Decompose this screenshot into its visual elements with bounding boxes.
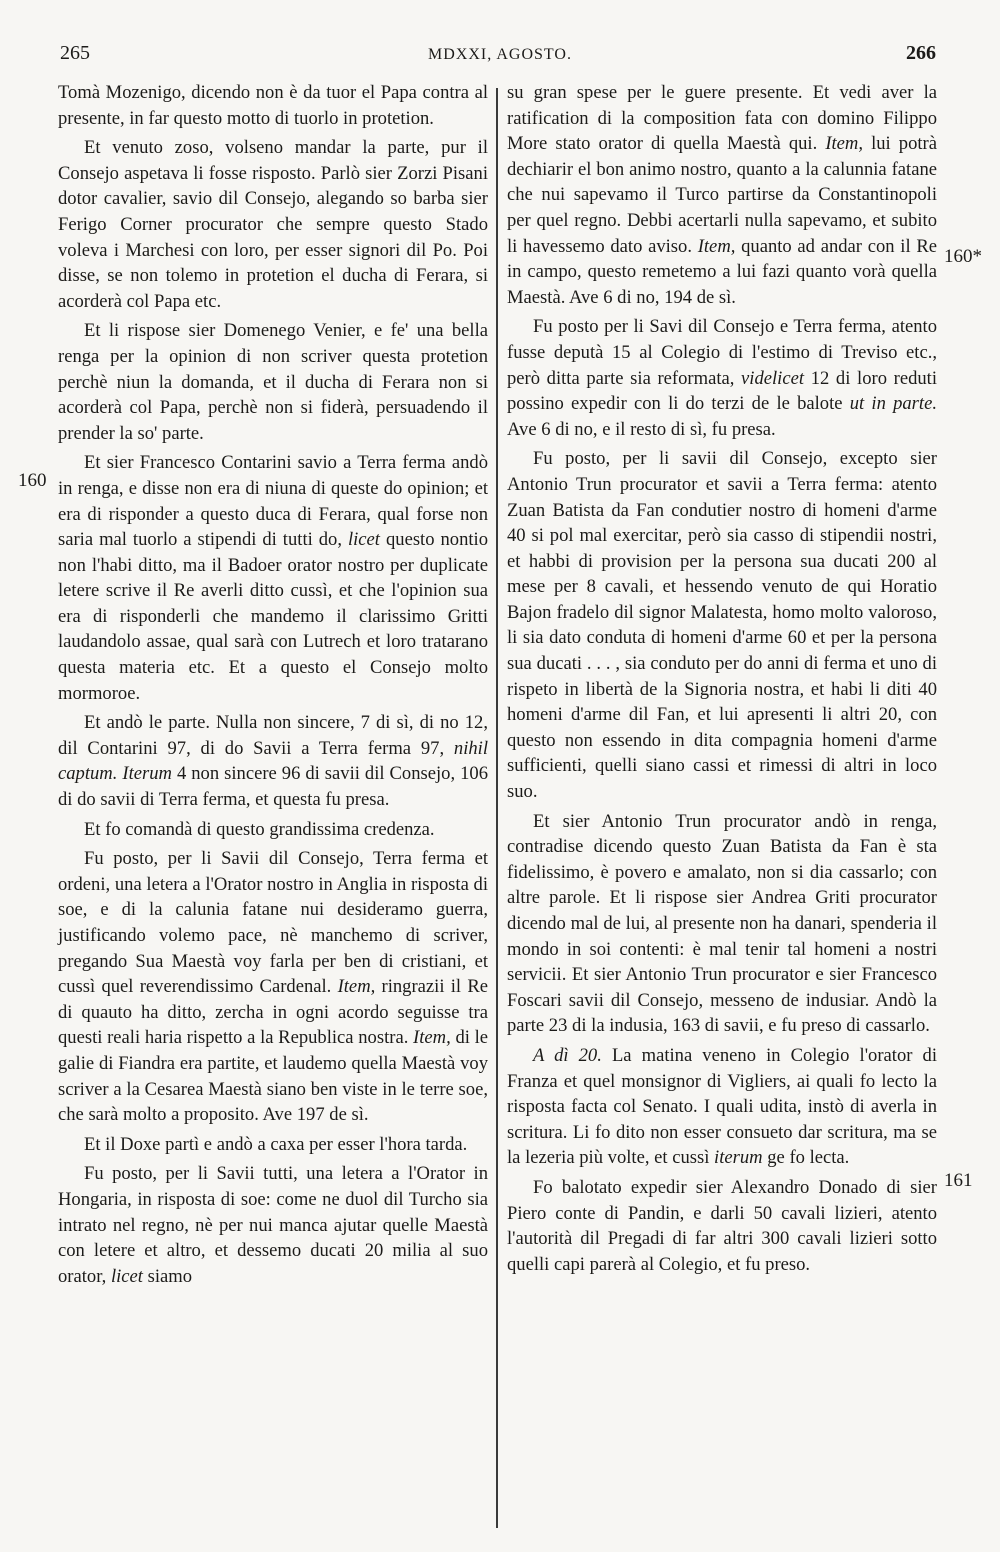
paragraph: Et fo comandà di questo grandissima credenza. — [84, 818, 435, 840]
margin-number-right: 160* — [944, 246, 982, 267]
running-title: MDXXI, AGOSTO. — [428, 46, 572, 63]
margin-number-left: 160 — [18, 470, 47, 491]
paragraph: Fu posto, per li savii dil Consejo, excepto sier Antonio Trun procurator et savii a Terra ferma: atento Zuan Batista da Fan condutier nostro di homeni d'arme 40 si pol mal exercitar, però sia casso di stipendii nostri, et habbi di provision per la persona sua ducati 200 al mese per 8 cavali, et hessendo venuto de qui Horatio Bajon fradelo dil signor Malatesta, homo molto valoroso, li sia dato conduta di homeni d'arme 60 et per la persona sua ducati . . . , sia conduto per do anni di ferma et uno di rispeto in libertà de la Signoria nostra, et habi li diti 40 homeni d'arme dil Fan, et lui apresenti li altri 20, con questo non essendo in dita compagnia homeni d'arme sufficienti, quelli siano cassi et rimessi di altri in loco suo. — [507, 448, 937, 803]
left-column — [58, 80, 488, 1293]
margin-number-right: 161 — [944, 1170, 973, 1191]
paragraph: Et andò le parte. Nulla non sincere, 7 di sì, di no 12, dil Contarini 97, di do Savii a Terra ferma 97, nihil captum. Iterum 4 non sincere 96 di savii dil Consejo, 106 di do savii di Terra ferma, et questa fu presa. — [58, 712, 488, 811]
paragraph: Fu posto, per li Savii dil Consejo, Terra ferma et ordeni, una letera a l'Orator nostro in Anglia in risposta di soe, e di la calunia fatane nui desideramo guerra, justificando volemo pace, nè manchemo di scriver, pregando Sua Maestà voy farla per ben di cristiani, et cussì quel reverendissimo Cardenal. Item, ringrazii il Re di quauto ha ditto, zercha in ogni acordo seguisse tra questi reali haria rispetto a la Republica nostra. Item, di le galie di Fiandra era partite, et laudemo quella Maestà voy scriver a la Cesarea Maestà siano ben viste in le terre soe, che sarà molto a proposito. Ave 197 de sì. — [58, 848, 489, 1126]
paragraph: A dì 20. La matina veneno in Colegio l'orator di Franza et quel monsignor di Vigliers, ai quali fo lecto la risposta facta col Senato. I quali udita, instò di averla in scritura. Li fo dito non esser consueto dar scritura, ma se la lezeria più volte, et cussì iterum ge fo lecta. — [507, 1044, 937, 1169]
paragraph: Fu posto, per li Savii tutti, una letera a l'Orator in Hongaria, in risposta di soe: come ne duol dil Turcho sia intrato nel regno, nè per nui manca ajutar quelle Maestà con letere et altro, et dessemo ducati 20 milia al suo orator, licet siamo — [58, 1163, 488, 1287]
right-column — [507, 80, 937, 1281]
paragraph: Et il Doxe partì e andò a caxa per esser l'hora tarda. — [84, 1133, 468, 1155]
paragraph: Fu posto per li Savi dil Consejo e Terra ferma, atento fusse deputà 15 al Colegio di l'estimo di Treviso etc., però ditta parte sia reformata, videlicet 12 di loro reduti possino expedir con li do terzi de le balote ut in parte. Ave 6 di no, e il resto di sì, fu presa. — [507, 316, 938, 440]
paragraph: su gran spese per le guere presente. Et vedi aver la ratification di la composition fata con domino Filippo More stato orator di quella Maestà qui. Item, lui potrà dechiarir el bon animo nostro, quanto a la calunnia fatane che nui sapevamo il Turco partirse da Constantinopoli per quel regno. Debbi acertarli nulla sapevamo, et subito li havessemo dato aviso. Item, quanto ad andar con il Re in campo, questo remetemo a lui fazi quanto vorà quella Maestà. Ave 6 di no, 194 de sì. — [507, 82, 937, 308]
paragraph: Et li rispose sier Domenego Venier, e fe' una bella renga per la opinion di non scriver questa protetion perchè niun la domanda, et il ducha di Ferara non si acorderà col Papa, perchè non si fiderà, persuadendo il prender la so' parte. — [58, 320, 488, 444]
paragraph: Tomà Mozenigo, dicendo non è da tuor el Papa contra al presente, in far questo motto di tuorlo in protetion. — [58, 82, 488, 129]
paragraph: Et sier Francesco Contarini savio a Terra ferma andò in renga, e disse non era di niuna di queste do opinion; et era di risponder a questo duca di Ferara, qual forse non saria mal tuorlo a stipendi di tutti do, licet questo nontio non l'habi ditto, ma il Badoer orator nostro per duplicate letere scrive il Re averli ditto cussì, et che l'opinion sua era di risponderli che mandemo il clarissimo Gritti laudandolo assae, qual sarà con Lutrech et loro tratarano questa materia etc. Et a questo el Consejo molto mormoroe. — [58, 452, 489, 704]
paragraph: Fo balotato expedir sier Alexandro Donado di sier Piero conte di Pandin, e darli 50 cavali lizieri, atento l'autorità dil Pregadi di far altri 300 cavali lizieri sotto quelli capi parerà al Colegio, et fu preso. — [507, 1176, 937, 1275]
page-number-left: 265 — [60, 42, 90, 64]
paragraph: Et venuto zoso, volseno mandar la parte, pur il Consejo aspetava li fosse risposto. Parlò sier Zorzi Pisani dotor cavalier, savio dil Consejo, alegando so barba sier Ferigo Corner procurator che sempre questo Stado voleva i Marchesi con loro, per esser signori dil Po. Poi disse, se non tolemo in protetion el ducha di Ferara, si acorderà col Papa etc. — [58, 137, 488, 312]
column-divider — [496, 88, 498, 1528]
page-number-right: 266 — [906, 42, 936, 64]
paragraph: Et sier Antonio Trun procurator andò in renga, contradise dicendo questo Zuan Batista da Fan è sta fidelissimo, è povero e amalato, non si dia cassarlo; con altre parole. Et li rispose sier Andrea Griti procurator dicendo mal de lui, al presente non ha danari, spenderia il mondo in soi contenti: è mal tenir tal homeni a nostri servicii. Et sier Antonio Trun procurator e sier Francesco Foscari savii dil Consejo, messeno de indusiar. Andò la parte 23 di la indusia, 163 di savii, e fu preso di cassarlo. — [507, 810, 937, 1037]
